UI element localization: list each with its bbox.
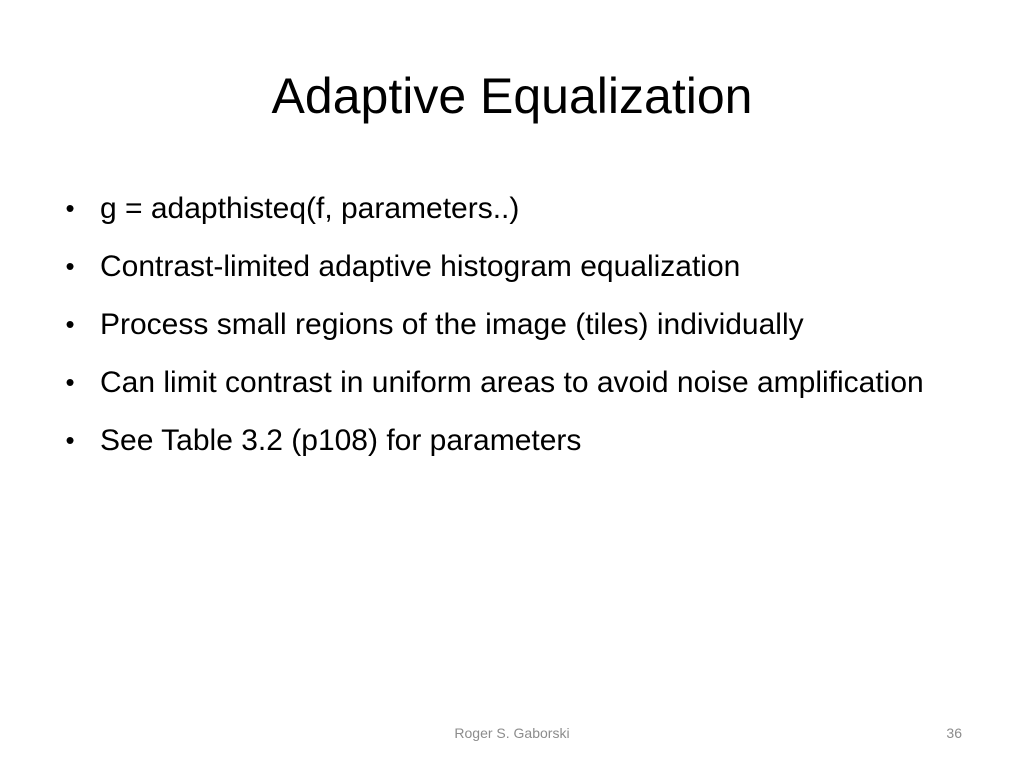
slide-title: Adaptive Equalization bbox=[271, 68, 753, 124]
bullet-icon: • bbox=[65, 251, 75, 281]
bullet-text: Process small regions of the image (tiles) individually bbox=[100, 308, 804, 341]
bullet-icon: • bbox=[65, 425, 75, 455]
bullet-text: See Table 3.2 (p108) for parameters bbox=[100, 424, 582, 457]
bullet-text: Contrast-limited adaptive histogram equalization bbox=[100, 250, 741, 283]
bullet-text: Can limit contrast in uniform areas to avoid noise amplification bbox=[100, 366, 924, 399]
bullet-icon: • bbox=[65, 367, 75, 397]
bullet-item bbox=[60, 243, 970, 290]
bullet-icon: • bbox=[65, 193, 75, 223]
bullet-text: g = adapthisteq(f, parameters..) bbox=[100, 192, 520, 225]
bullet-list bbox=[60, 185, 970, 475]
page-number: 36 bbox=[946, 725, 962, 741]
bullet-icon: • bbox=[65, 309, 75, 339]
bullet-item bbox=[60, 185, 970, 232]
bullet-item bbox=[60, 301, 970, 348]
bullet-item bbox=[60, 359, 970, 406]
footer-author: Roger S. Gaborski bbox=[454, 725, 570, 741]
bullet-item bbox=[60, 417, 970, 464]
